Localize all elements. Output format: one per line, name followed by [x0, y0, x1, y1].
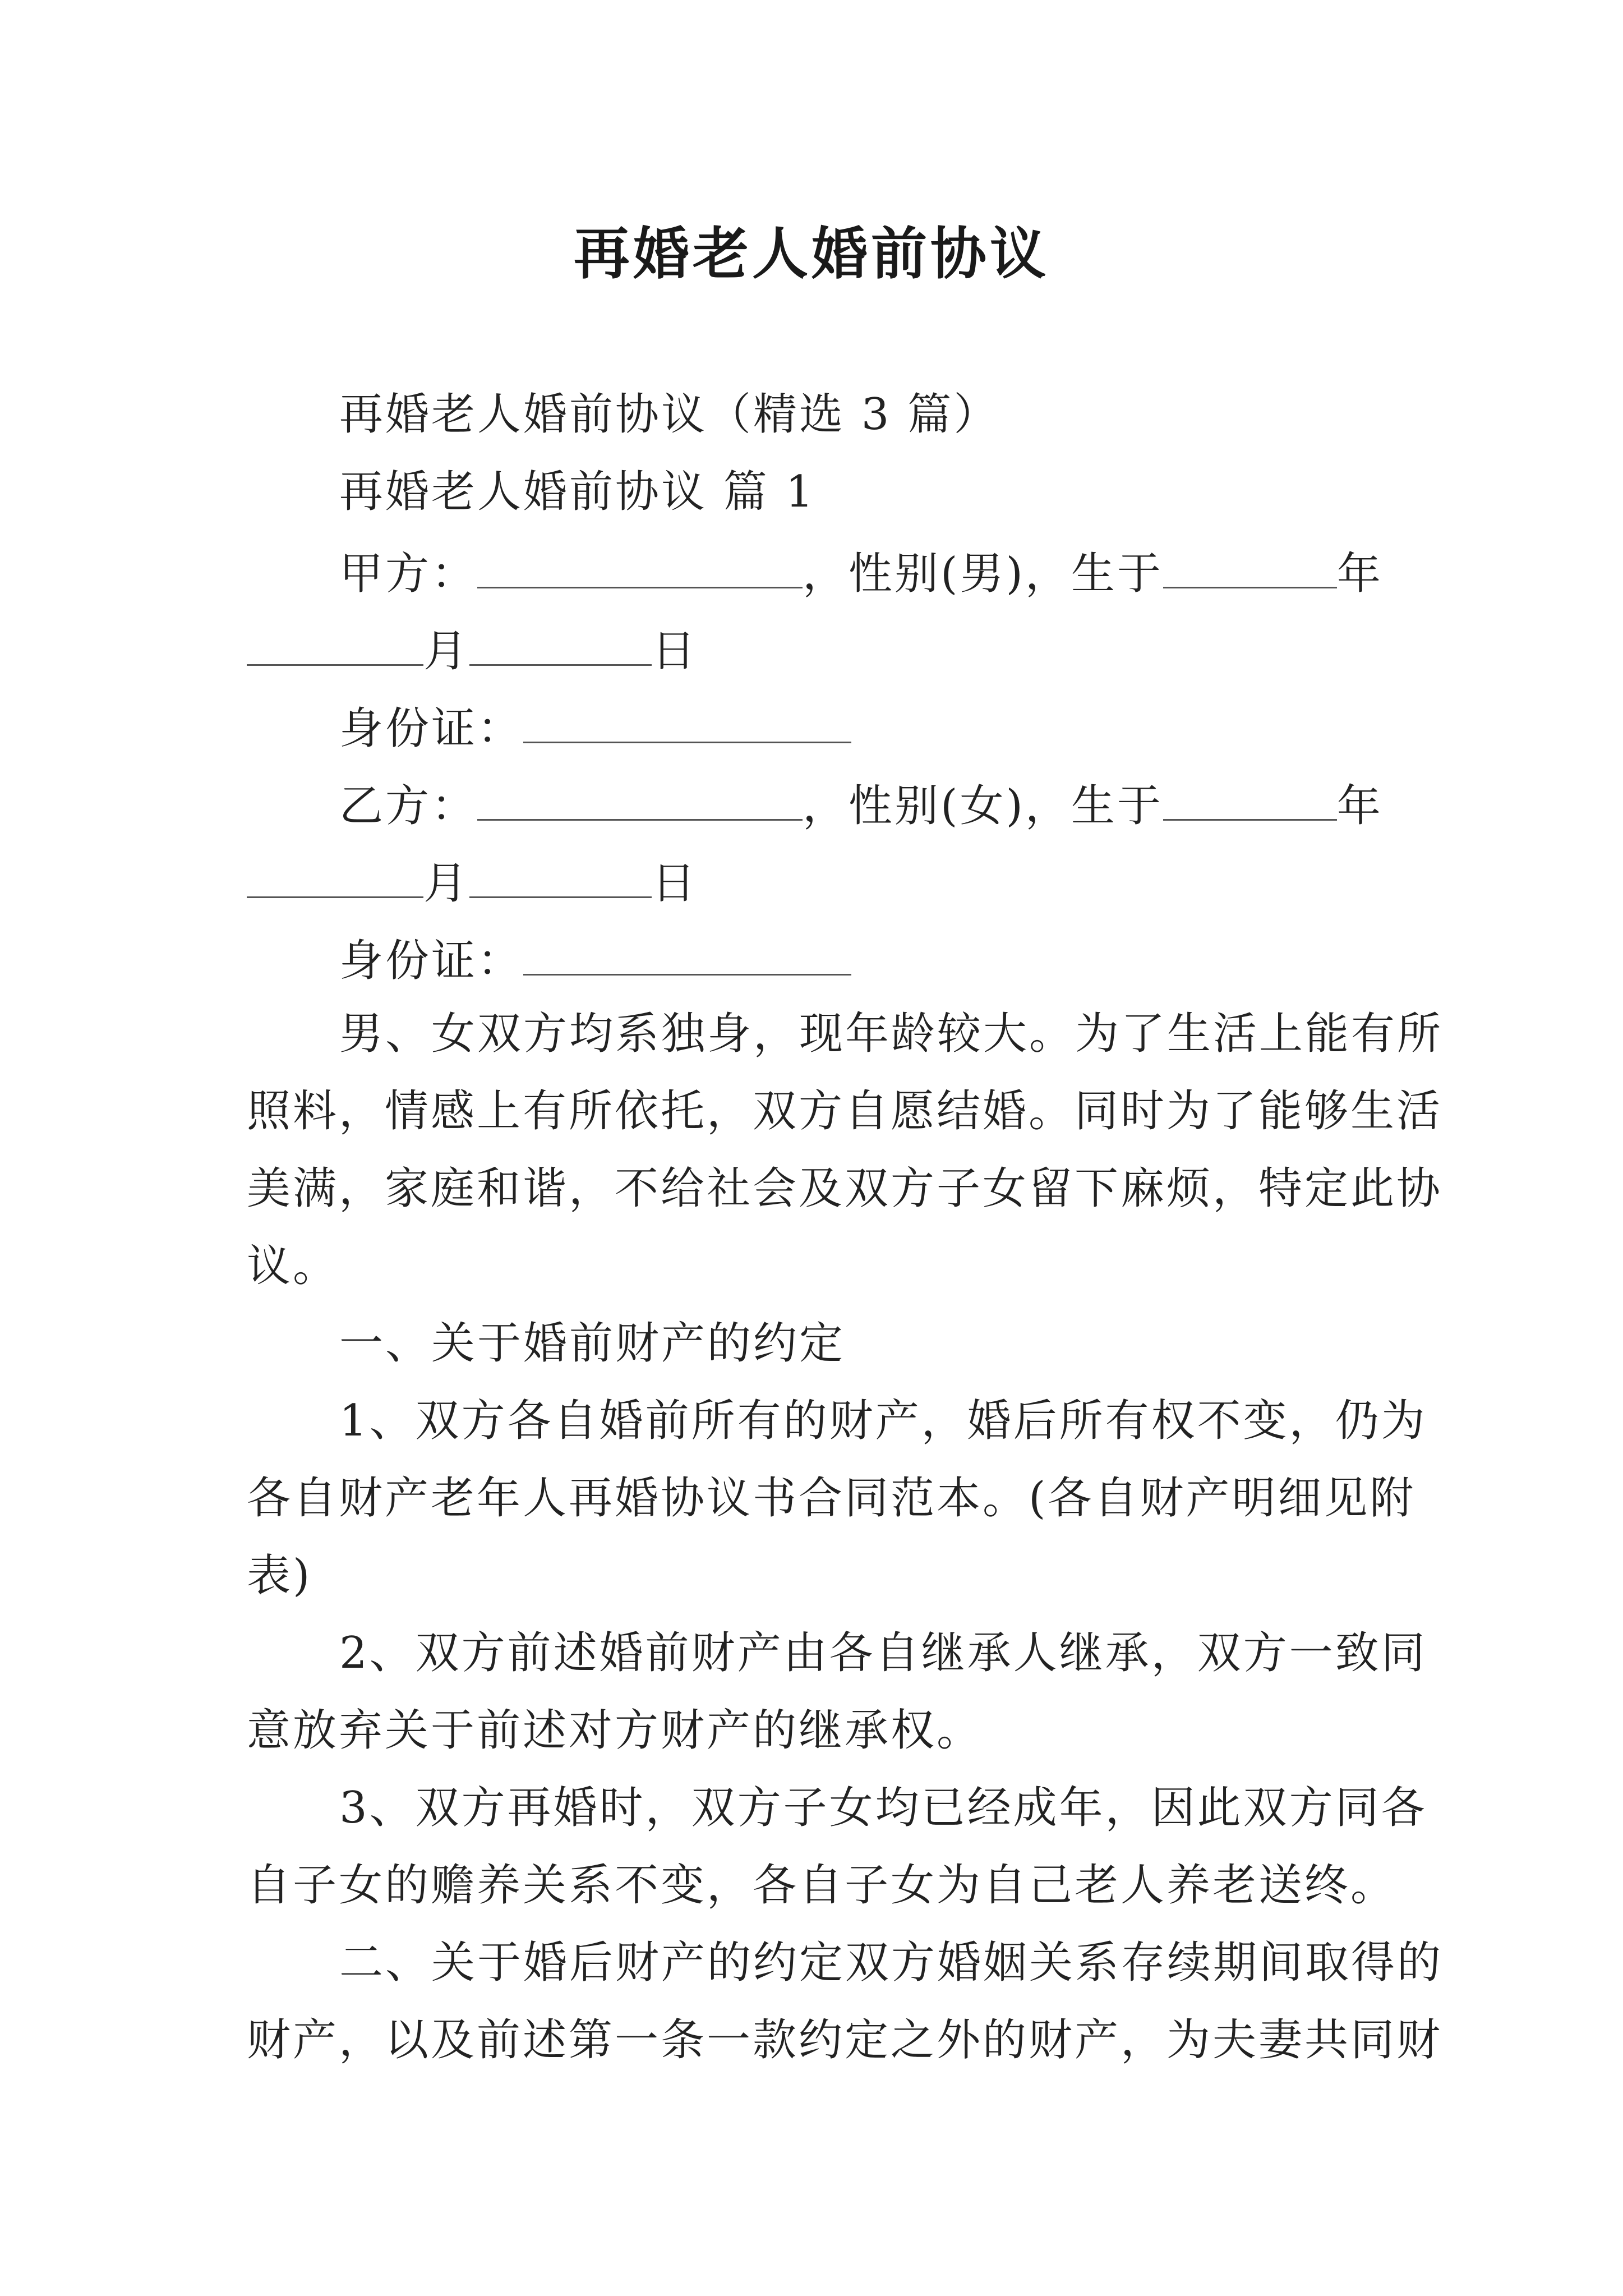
paragraph-line: 美满，家庭和谐，不给社会及双方子女留下麻烦，特定此协	[247, 1163, 1443, 1214]
day-label: 日	[652, 858, 698, 909]
paragraph-line: 各自财产老年人再婚协议书合同范本。(各自财产明细见附	[247, 1473, 1416, 1524]
paragraph-line: 二、关于婚后财产的约定双方婚姻关系存续期间取得的	[339, 1938, 1444, 1988]
party-b-id-line	[339, 935, 851, 986]
paragraph-line: 财产，以及前述第一条一款约定之外的财产，为夫妻共同财	[247, 2015, 1443, 2065]
month-label: 月	[423, 858, 470, 909]
party-b-id-blank	[523, 935, 851, 976]
party-a-label: 甲方：	[339, 549, 478, 599]
year-label: 年	[1336, 549, 1383, 599]
section-heading-line: 再婚老人婚前协议 篇 1	[339, 467, 816, 517]
party-b-month-blank	[247, 857, 423, 898]
document-title: 再婚老人婚前协议	[574, 220, 1049, 287]
day-label: 日	[652, 626, 698, 677]
party-a-year-blank	[1163, 547, 1337, 588]
party-a-month-blank	[247, 625, 423, 666]
party-a-name-blank	[477, 547, 803, 588]
party-a-id-blank	[523, 702, 851, 743]
paragraph-line: 3、双方再婚时，双方子女均已经成年，因此双方同各	[339, 1783, 1427, 1833]
party-b-line	[339, 780, 1383, 831]
id-label: 身份证：	[339, 703, 524, 754]
month-label: 月	[423, 626, 470, 677]
paragraph-line: 1、双方各自婚前所有的财产，婚后所有权不变，仍为	[339, 1396, 1427, 1446]
party-b-name-blank	[477, 780, 803, 821]
party-a-date-line	[247, 625, 698, 677]
section-heading: 一、关于婚前财产的约定	[339, 1318, 846, 1369]
party-a-id-line	[339, 702, 851, 754]
party-b-gender-text: ，性别(女)，生于	[803, 781, 1163, 831]
party-b-date-line	[247, 857, 698, 909]
paragraph-line: 表)	[247, 1550, 312, 1601]
party-b-label: 乙方：	[339, 781, 478, 831]
paragraph-line: 男、女双方均系独身，现年龄较大。为了生活上能有所	[339, 1009, 1444, 1059]
party-a-day-blank	[469, 625, 652, 666]
paragraph-line: 意放弃关于前述对方财产的继承权。	[247, 1705, 983, 1756]
party-b-year-blank	[1163, 780, 1337, 821]
party-a-gender-text: ，性别(男)，生于	[803, 549, 1163, 599]
paragraph-line: 自子女的赡养关系不变，各自子女为自己老人养老送终。	[247, 1860, 1397, 1911]
party-a-line	[339, 547, 1383, 599]
paragraph-line: 议。	[247, 1241, 339, 1291]
party-b-day-blank	[469, 857, 652, 898]
id-label: 身份证：	[339, 936, 524, 986]
paragraph-line: 照料，情感上有所依托，双方自愿结婚。同时为了能够生活	[247, 1086, 1443, 1137]
subtitle-line: 再婚老人婚前协议（精选 3 篇）	[339, 389, 1000, 440]
paragraph-line: 2、双方前述婚前财产由各自继承人继承，双方一致同	[339, 1628, 1427, 1678]
year-label: 年	[1336, 781, 1383, 831]
